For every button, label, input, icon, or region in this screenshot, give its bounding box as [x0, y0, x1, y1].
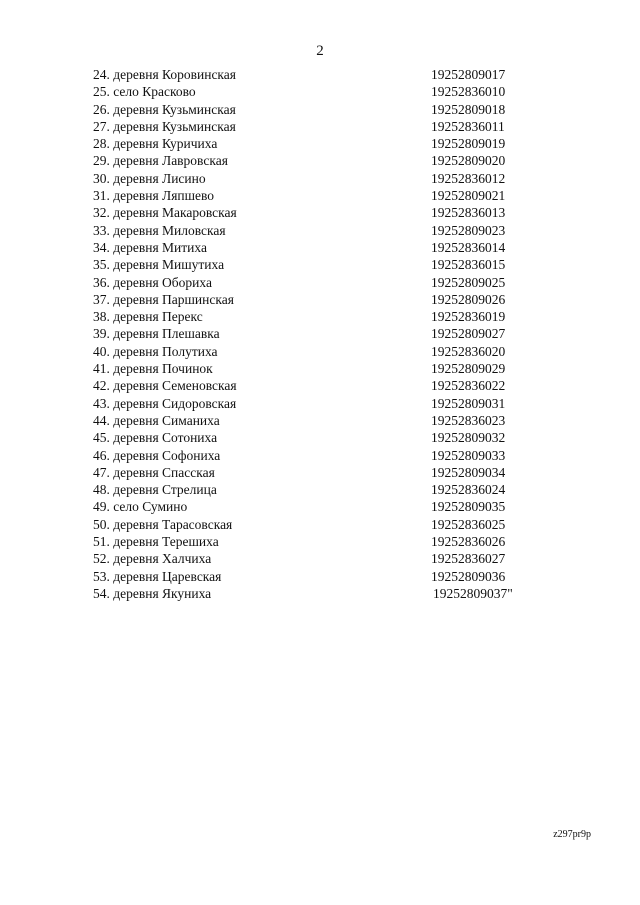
settlement-name: 44. деревня Симаниха: [93, 412, 220, 428]
settlement-name: 35. деревня Мишутиха: [93, 257, 225, 273]
list-item: [93, 377, 553, 394]
settlement-name: 29. деревня Лавровская: [93, 153, 228, 169]
settlement-name: 41. деревня Починок: [93, 361, 213, 377]
settlement-code: 19252809036: [431, 568, 506, 584]
settlement-code: 19252836012: [431, 170, 506, 186]
list-item: [93, 585, 553, 602]
settlement-name: 46. деревня Софониха: [93, 447, 221, 463]
settlement-code: 19252809019: [431, 136, 506, 152]
list-item: [93, 152, 553, 169]
settlement-name: 49. село Сумино: [93, 499, 188, 515]
settlement-code: 19252836013: [431, 205, 506, 221]
settlement-code: 19252836010: [431, 84, 506, 100]
list-item: [93, 66, 553, 83]
list-item: [93, 135, 553, 152]
settlement-code: 19252809020: [431, 153, 506, 169]
settlement-name: 54. деревня Якуниха: [93, 585, 212, 601]
list-item: [93, 256, 553, 273]
settlement-code: 19252836011: [431, 118, 505, 134]
settlement-code: 19252809023: [431, 222, 506, 238]
settlement-name: 32. деревня Макаровская: [93, 205, 237, 221]
settlement-name: 45. деревня Сотониха: [93, 430, 218, 446]
list-item: [93, 447, 553, 464]
list-item: [93, 204, 553, 221]
settlement-name: 26. деревня Кузьминская: [93, 101, 236, 117]
settlement-code: 19252836019: [431, 309, 506, 325]
settlement-name: 36. деревня Обориха: [93, 274, 212, 290]
settlement-name: 27. деревня Кузьминская: [93, 118, 236, 134]
list-item: [93, 118, 553, 135]
settlement-code: 19252809032: [431, 430, 506, 446]
settlement-code: 19252809029: [431, 361, 506, 377]
settlement-code: 19252836026: [431, 534, 506, 550]
settlement-code: 19252809027: [431, 326, 506, 342]
settlement-name: 51. деревня Терешиха: [93, 534, 219, 550]
settlement-name: 30. деревня Лисино: [93, 170, 206, 186]
settlement-code: 19252836014: [431, 239, 506, 255]
settlement-name: 48. деревня Стрелица: [93, 482, 217, 498]
list-item: [93, 170, 553, 187]
settlement-name: 43. деревня Сидоровская: [93, 395, 237, 411]
settlement-code: 19252836025: [431, 516, 506, 532]
list-item: [93, 308, 553, 325]
list-item: [93, 83, 553, 100]
list-item: [93, 360, 553, 377]
settlement-name: 38. деревня Перекс: [93, 309, 203, 325]
settlement-name: 24. деревня Коровинская: [93, 67, 236, 82]
list-item: [93, 239, 553, 256]
settlement-name: 50. деревня Тарасовская: [93, 516, 233, 532]
settlement-name: 34. деревня Митиха: [93, 239, 207, 255]
settlement-code: 19252836027: [431, 551, 506, 567]
settlement-code: 19252809018: [431, 101, 506, 117]
settlement-name: 28. деревня Куричиха: [93, 136, 218, 152]
settlement-code: 19252836022: [431, 378, 506, 394]
settlement-name: 39. деревня Плешавка: [93, 326, 220, 342]
settlement-code: 19252809026: [431, 291, 506, 307]
list-item: [93, 325, 553, 342]
list-item: [93, 187, 553, 204]
settlement-code: 19252836015: [431, 257, 506, 273]
settlement-code: 19252836024: [431, 482, 506, 498]
settlement-code: 19252809025: [431, 274, 506, 290]
settlement-name: 52. деревня Халчиха: [93, 551, 212, 567]
settlement-list: [93, 66, 553, 602]
list-item: [93, 222, 553, 239]
settlement-code: 19252836020: [431, 343, 506, 359]
settlement-name: 25. село Красково: [93, 84, 196, 100]
settlement-code: 19252836023: [431, 412, 506, 428]
settlement-name: 31. деревня Ляпшево: [93, 188, 215, 204]
list-item: [93, 498, 553, 515]
list-item: [93, 429, 553, 446]
settlement-code: 19252809031: [431, 395, 506, 411]
list-item: [93, 101, 553, 118]
page-number: 2: [316, 43, 324, 59]
settlement-code: 19252809035: [431, 499, 506, 515]
settlement-name: 37. деревня Паршинская: [93, 291, 234, 307]
document-code: z297pr9p: [553, 829, 591, 840]
list-item: [93, 533, 553, 550]
list-item: [93, 464, 553, 481]
settlement-code: 19252809021: [431, 188, 506, 204]
settlement-code: 19252809037": [433, 585, 513, 601]
settlement-name: 40. деревня Полутиха: [93, 343, 218, 359]
list-item: [93, 550, 553, 567]
list-item: [93, 395, 553, 412]
settlement-code: 19252809017: [431, 67, 506, 82]
settlement-name: 47. деревня Спасская: [93, 464, 215, 480]
settlement-code: 19252809034: [431, 464, 506, 480]
list-item: [93, 343, 553, 360]
list-item: [93, 516, 553, 533]
list-item: [93, 291, 553, 308]
list-item: [93, 274, 553, 291]
settlement-name: 42. деревня Семеновская: [93, 378, 237, 394]
list-item: [93, 412, 553, 429]
settlement-name: 33. деревня Миловская: [93, 222, 226, 238]
list-item: [93, 481, 553, 498]
list-item: [93, 568, 553, 585]
settlement-name: 53. деревня Царевская: [93, 568, 222, 584]
settlement-code: 19252809033: [431, 447, 506, 463]
